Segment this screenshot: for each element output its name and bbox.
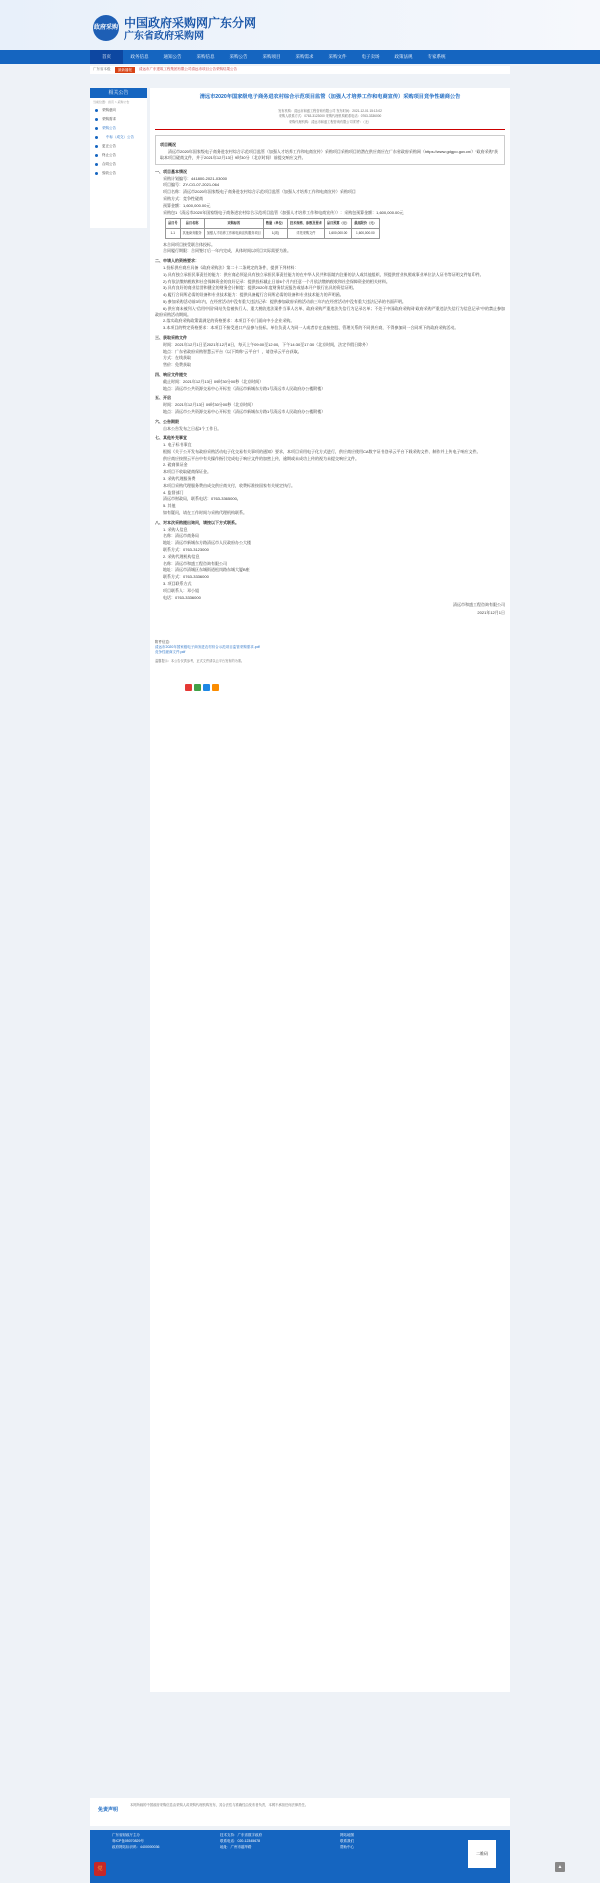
paragraph: 售价：免费获取 <box>163 362 191 368</box>
table-header-cell: 品目预算（元） <box>324 219 351 229</box>
section-body <box>155 265 505 331</box>
footer-text: 政府网站标识码：4400000036 <box>112 1844 160 1849</box>
table-cell: 1,600,000.00 <box>324 228 351 238</box>
signer: 清远市和盛工程咨询有限公司 <box>453 602 505 608</box>
sidebar-heading: 相关公告 <box>90 88 147 98</box>
sidebar-item[interactable]: 终止公告 <box>90 151 147 160</box>
main-nav <box>0 50 600 64</box>
summary-heading: 项目概况 <box>160 142 176 148</box>
package-line: 采购包1（清远市2020年国家级电子商务进农村综合示范项目监管（加强人才培养工作和电商宣传））：采购包预算金额：1,600,000.00元 <box>163 209 404 215</box>
nav-item[interactable]: 首页 <box>90 50 123 64</box>
section-heading: 四、响应文件提交 <box>155 371 187 377</box>
paragraph: 2. 采购代理机构信息 <box>163 553 200 559</box>
nav-item[interactable]: 政务信息 <box>130 54 149 59</box>
meta-line: 采购人联系方式：0763-3123000 采购代理机构联系电话：0763-3336000 <box>278 114 382 119</box>
announcement-title: 清远市2020年国家级电子商务进农村综合示范项目监管（加强人才培养工作和电商宣传）采购项目竞争性磋商公告 <box>199 94 461 100</box>
paragraph: 名称：清远市和盛工程咨询有限公司 <box>163 560 227 566</box>
sidebar-item[interactable]: 合同公告 <box>90 160 147 169</box>
meta-line: 发布机构：清远市和盛工程咨询有限公司 发布时间：2021-12-01 15:13:02 <box>278 109 382 114</box>
paragraph: 本项目不收取磋商保证金。 <box>163 469 211 475</box>
section-body <box>155 527 505 601</box>
paragraph: 地点：广东省政府采购智慧云平台（以下简称“云平台”），请登录云平台获取。 <box>163 348 302 354</box>
table-cell: 1-1 <box>166 228 181 238</box>
attachment-link[interactable]: 清远市2020年国家级电子商务进农村综合示范项目监管采购需求.pdf <box>155 645 260 650</box>
sign-date: 2021年12月1日 <box>477 610 505 616</box>
paragraph: 1) 具有独立承担民事责任的能力：供应商必须是具有独立承担民事责任能力的在中华人民共和国境内注册的法人或其他组织，须提供营业执照或事业单位法人证书等证明文件复印件。 <box>163 271 484 277</box>
site-title: 中国政府采购网广东分网 <box>124 16 257 30</box>
table-cell: 加强人才培养工作和电商宣传服务项目 <box>204 228 263 238</box>
footer-link[interactable]: 粤ICP备05070829号 <box>112 1838 144 1843</box>
sidebar <box>90 88 147 228</box>
section-body <box>155 342 505 368</box>
site-subtitle: 广东省政府采购网 <box>124 31 204 42</box>
paragraph: 自本公告发布之日起3个工作日。 <box>163 425 222 431</box>
paragraph: 时间：2021年12月1日至2021年12月8日，每天上午09:00至12:00，下午14:30至17:30（北京时间，法定节假日除外） <box>163 341 371 347</box>
news-tag: 最新播报 <box>115 67 135 73</box>
site-footer <box>90 1830 510 1883</box>
paragraph: 3. 采购代理服务费 <box>163 476 196 482</box>
share-qq-icon[interactable] <box>203 684 210 691</box>
paragraph: 4. 监督部门 <box>163 489 184 495</box>
paragraph: 合同履行期限：合同签订后一年内完成，具体时间以项目实际需要为准。 <box>163 248 291 254</box>
section-body <box>155 379 505 392</box>
paragraph: 本合同项目接受联合体投标。 <box>163 241 215 247</box>
qr-code-icon: 二维码 <box>468 1840 496 1868</box>
paragraph: 联系方式：0763-3123000 <box>163 547 209 553</box>
paragraph: 时间：2021年12月13日 09时30分00秒（北京时间） <box>163 402 256 408</box>
table-cell: 1,600,000.00 <box>352 228 379 238</box>
paragraph: 电话：0763-3336000 <box>163 594 201 600</box>
section-body <box>155 442 505 516</box>
paragraph: 如有疑问，请在工作时间与采购代理机构联系。 <box>163 510 247 516</box>
paragraph: 供应商应按照云平台中有关操作指引完成电子响应文件的加密上传，逾期或未成功上传的视为未提交响应文件。 <box>163 455 359 461</box>
project-summary-box <box>155 135 505 164</box>
paragraph: 5. 其他 <box>163 503 176 509</box>
paragraph: 3. 项目联系方式 <box>163 581 192 587</box>
table-cell: 详见采购文件 <box>288 228 325 238</box>
table-header-cell: 品目名称 <box>180 219 204 229</box>
sidebar-item[interactable]: 更正公告 <box>90 142 147 151</box>
nav-item[interactable]: 通知公告 <box>163 54 182 59</box>
nav-item[interactable]: 采购需求 <box>295 54 314 59</box>
paragraph: 采购方式：竞争性磋商 <box>163 195 203 201</box>
table-header-cell: 数量（单位） <box>263 219 287 229</box>
section-body <box>155 242 505 255</box>
footer-link[interactable]: 帮助中心 <box>340 1844 354 1849</box>
footer-text: 联系电话：020-12345678 <box>220 1838 261 1843</box>
news-ticker-link[interactable]: 清远市广东建筑工程集团有限公司清远市项目公告采购结果公告 <box>139 67 237 72</box>
summary-text: 清远市2020年国家级电子商务进农村综合示范项目监管（加强人才培养工作和电商宣传）采购项目采购项目的潜在供应商应在广东省政府采购网（https://www.gdgpo.gov.cn/）“政府采购”获取本项目磋商文件，并于2021年12月13日 9时30分（北京时间）前提交响应文件。 <box>160 149 498 160</box>
breadcrumb: 当前位置：首页 > 采购公告 <box>93 100 130 104</box>
section-heading: 七、其他补充事宜 <box>155 435 187 441</box>
footer-col <box>112 1833 159 1851</box>
paragraph: 3) 具有良好的商业信誉和健全的财务会计制度：提供2020年度财务状况报告或基本开户银行出具的资信证明。 <box>163 285 357 291</box>
table-header-cell: 采购标的 <box>204 219 263 229</box>
nav-item[interactable]: 采购信息 <box>196 54 215 59</box>
section-heading: 二、申请人的资格要求： <box>155 258 199 264</box>
attachment-link[interactable]: 竞争性磋商文件.pdf <box>155 650 186 655</box>
paragraph: 1. 电子标书事宜 <box>163 442 192 448</box>
table-header-row <box>166 219 380 229</box>
sidebar-item[interactable]: 验收公告 <box>90 169 147 178</box>
paragraph: 截止时间：2021年12月13日 09时30分00秒（北京时间） <box>163 378 264 384</box>
nav-item[interactable]: 政策法规 <box>394 54 413 59</box>
sidebar-item[interactable]: 采购意向 <box>90 106 147 115</box>
paragraph: 项目名称：清远市2020年国家级电子商务进农村综合示范项目监管（加强人才培养工作和电商宣传）采购项目 <box>163 189 356 195</box>
table-cell: 1(项) <box>263 228 287 238</box>
nav-item[interactable]: 专家系统 <box>427 54 446 59</box>
paragraph: 2) 有依法缴纳税收和社会保障资金的良好记录：提供投标截止日前6个月内任意一个月依法缴纳税收和社会保障资金的相关材料。 <box>163 278 390 284</box>
section-body <box>155 402 505 415</box>
nav-item[interactable]: 采购公告 <box>229 54 248 59</box>
paragraph: 4) 履行合同所必需的设备和专业技术能力：提供具备履行合同所必需的设备和专业技术能力的声明函。 <box>163 292 344 298</box>
section-heading: 一、项目基本情况 <box>155 168 187 174</box>
nav-item[interactable]: 采购项目 <box>262 54 281 59</box>
section-heading: 八、对本次采购提出询问，请按以下方式联系。 <box>155 519 239 525</box>
table-header-cell: 品目号 <box>166 219 181 229</box>
table-cell: 其他商务服务 <box>180 228 204 238</box>
share-bar <box>155 684 505 691</box>
paragraph: 联系方式：0763-3336000 <box>163 574 209 580</box>
paragraph: 项目联系人：邓小姐 <box>163 587 199 593</box>
section-heading: 三、获取采购文件 <box>155 334 187 340</box>
table-header-cell: 技术规格、参数及要求 <box>288 219 325 229</box>
paragraph: 5) 参加采购活动前3年内，在经营活动中没有重大违法记录：提供参加政府采购活动前三年内在经营活动中没有重大违法记录的书面声明。 <box>163 298 406 304</box>
paragraph: 2. 磋商保证金 <box>163 462 188 468</box>
paragraph: 2.落实政府采购政策需满足的资格要求：本项目不专门面向中小企业采购。 <box>163 318 295 324</box>
paragraph: 地点：清远市公共资源交易中心开标室（清远市新城东方路1号清远市人民政府办公楼附楼） <box>163 385 326 391</box>
footer-text: 地址：广州市越华路 <box>220 1844 252 1849</box>
divider <box>155 129 505 130</box>
paragraph: 预算金额：1,600,000.00元 <box>163 202 211 208</box>
disclaimer-box <box>90 1798 510 1826</box>
disclaimer-text: 本网所载的中国政府采购信息由采购人或采购代理机构发布，其合法性与准确性由发布者负责，本网不承担任何法律责任。 <box>130 1803 309 1807</box>
paragraph: 采购计划编号：441800-2021-03000 <box>163 175 228 181</box>
footer-link[interactable]: 网站地图 <box>340 1833 354 1837</box>
paragraph: 方式：在线获取 <box>163 355 191 361</box>
footer-col <box>340 1833 354 1851</box>
table-row <box>166 228 380 238</box>
paragraph: 地点：清远市公共资源交易中心开标室（清远市新城东方路1号清远市人民政府办公楼附楼） <box>163 408 326 414</box>
share-wechat-icon[interactable] <box>194 684 201 691</box>
attachments-heading: 附件信息： <box>155 640 173 645</box>
site-header <box>0 0 600 50</box>
notice-tip: 温馨提示：本公告仅供参考，正式文件请以云平台发布的为准。 <box>155 659 245 664</box>
back-to-top-button[interactable]: ▲ <box>555 1862 565 1872</box>
meta-line: 采购代理机构：清远市和盛工程咨询有限公司 附件：（无） <box>288 119 372 124</box>
site-logo-icon[interactable]: 政府采购 <box>93 15 119 41</box>
paragraph: 6) 供应商未被列入“信用中国”网站失信被执行人、重大税收违法案件当事人名单、政府采购严重违法失信行为记录名单；不处于中国政府采购网“政府采购严重违法失信行为信息记录”中的禁止参加政府采购活动期间。 <box>155 305 505 317</box>
location-selector[interactable]: 广东省本级 <box>93 67 111 72</box>
share-more-icon[interactable] <box>212 684 219 691</box>
nav-item[interactable]: 电子卖场 <box>361 54 380 59</box>
news-bar <box>90 66 510 74</box>
item-table <box>165 218 380 238</box>
section-heading: 六、公告期限 <box>155 418 179 424</box>
paragraph: 1.投标供应商应具备《政府采购法》第二十二条规定的条件，提供下列材料： <box>163 264 299 270</box>
paragraph: 地址：清远市清城区东城街道松岗路东城大厦B座 <box>163 567 250 573</box>
paragraph: 3.本项目的特定资格要求：本项目不接受进口产品参与投标。单位负责人为同一人或者存在直接控股、管理关系的不同供应商，不得参加同一合同项下的政府采购活动。 <box>163 325 459 331</box>
announcement-content <box>150 88 510 1692</box>
footer-col <box>220 1833 262 1851</box>
section-body <box>155 426 505 432</box>
section-heading: 五、开启 <box>155 395 171 401</box>
paragraph: 名称：清远市商务局 <box>163 533 199 539</box>
sidebar-subitem[interactable]: 中标（成交）公告 <box>90 133 147 142</box>
paragraph: 根据《关于公开发布政府采购活动电子化交易有关事项的通知》要求，本项目采用电子化方式进行，供应商应使用CA数字证书登录云平台下载采购文件、制作并上传电子响应文件。 <box>163 448 481 454</box>
paragraph: 本项目采购代理服务费由成交供应商支付，收费标准按国家有关规定执行。 <box>163 482 295 488</box>
attachments <box>155 640 505 655</box>
nav-item[interactable]: 采购文件 <box>328 54 347 59</box>
paragraph: 1. 采购人信息 <box>163 526 188 532</box>
party-badge-icon[interactable]: 党 <box>94 1862 106 1876</box>
sidebar-item-active[interactable]: 采购公告 <box>90 124 147 133</box>
footer-text: 技术支持：广东省数字政府 <box>220 1833 262 1837</box>
share-weibo-icon[interactable] <box>185 684 192 691</box>
footer-link[interactable]: 联系我们 <box>340 1838 354 1843</box>
section-body <box>155 176 505 209</box>
footer-text: 广东省财政厅主办 <box>112 1833 140 1837</box>
disclaimer-label: 免责声明 <box>98 1807 119 1813</box>
sidebar-item[interactable]: 采购需求 <box>90 115 147 124</box>
table-header-cell: 最高限价（元） <box>352 219 379 229</box>
paragraph: 项目编号：ZY-CG-07-2021-064 <box>163 182 220 188</box>
announcement-meta <box>155 109 505 125</box>
paragraph: 清远市财政局，联系电话：0763-3365000。 <box>163 496 241 502</box>
paragraph: 地址：清远市新城东方路清远市人民政府办公大楼 <box>163 540 251 546</box>
